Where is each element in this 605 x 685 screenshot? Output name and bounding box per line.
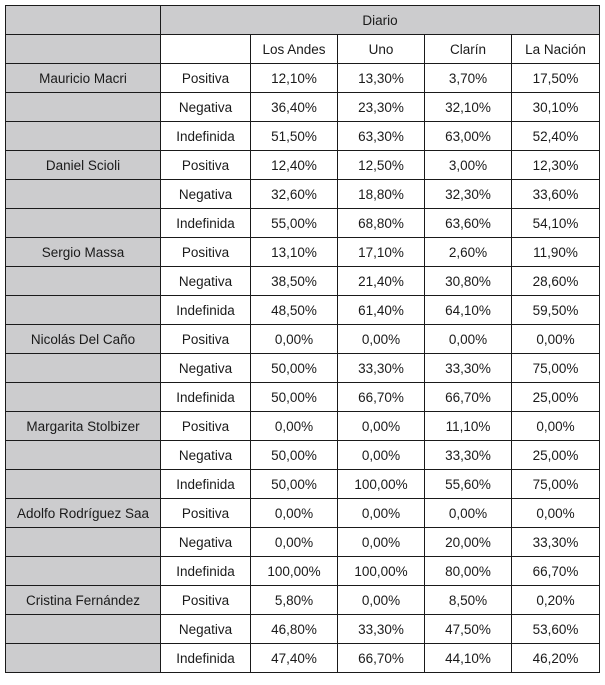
value-cell: 66,70%: [512, 557, 600, 586]
candidate-name: Margarita Stolbizer: [6, 412, 161, 441]
value-cell: 66,70%: [425, 383, 512, 412]
sentiment-label: Indefinida: [161, 470, 251, 499]
value-cell: 48,50%: [251, 296, 338, 325]
value-cell: 0,00%: [251, 499, 338, 528]
group-header-row: [6, 6, 600, 35]
value-cell: 75,00%: [512, 354, 600, 383]
value-cell: 0,00%: [338, 441, 425, 470]
value-cell: 64,10%: [425, 296, 512, 325]
corner-cell-2: [6, 35, 161, 64]
value-cell: 54,10%: [512, 209, 600, 238]
value-cell: 30,80%: [425, 267, 512, 296]
value-cell: 46,80%: [251, 615, 338, 644]
value-cell: 12,40%: [251, 151, 338, 180]
value-cell: 50,00%: [251, 441, 338, 470]
column-header-clarin: Clarín: [425, 35, 512, 64]
value-cell: 50,00%: [251, 470, 338, 499]
table-row: [6, 267, 600, 296]
value-cell: 51,50%: [251, 122, 338, 151]
candidate-name: Sergio Massa: [6, 238, 161, 267]
value-cell: 33,30%: [338, 615, 425, 644]
value-cell: 63,30%: [338, 122, 425, 151]
value-cell: 17,10%: [338, 238, 425, 267]
candidate-name: Cristina Fernández: [6, 586, 161, 615]
candidate-name: Adolfo Rodríguez Saa: [6, 499, 161, 528]
column-header-row: [6, 35, 600, 64]
value-cell: 0,00%: [251, 412, 338, 441]
sentiment-label: Positiva: [161, 586, 251, 615]
table-row: [6, 383, 600, 412]
sentiment-label: Positiva: [161, 151, 251, 180]
value-cell: 0,00%: [512, 412, 600, 441]
sentiment-label: Indefinida: [161, 383, 251, 412]
value-cell: 32,60%: [251, 180, 338, 209]
value-cell: 11,10%: [425, 412, 512, 441]
candidate-name-spacer: [6, 557, 161, 586]
value-cell: 63,00%: [425, 122, 512, 151]
sentiment-label: Negativa: [161, 354, 251, 383]
candidate-name-spacer: [6, 354, 161, 383]
value-cell: 66,70%: [338, 644, 425, 673]
value-cell: 12,10%: [251, 64, 338, 93]
table-row: [6, 209, 600, 238]
candidate-name-spacer: [6, 180, 161, 209]
value-cell: 59,50%: [512, 296, 600, 325]
table-row: [6, 180, 600, 209]
table-row: [6, 441, 600, 470]
value-cell: 50,00%: [251, 383, 338, 412]
value-cell: 2,60%: [425, 238, 512, 267]
candidate-name-spacer: [6, 383, 161, 412]
table-row: [6, 586, 600, 615]
value-cell: 46,20%: [512, 644, 600, 673]
value-cell: 55,00%: [251, 209, 338, 238]
value-cell: 32,30%: [425, 180, 512, 209]
value-cell: 50,00%: [251, 354, 338, 383]
sentiment-label: Positiva: [161, 325, 251, 354]
value-cell: 47,50%: [425, 615, 512, 644]
sentiment-label: Positiva: [161, 64, 251, 93]
value-cell: 100,00%: [338, 557, 425, 586]
table-row: [6, 499, 600, 528]
value-cell: 61,40%: [338, 296, 425, 325]
table-container: [5, 5, 600, 673]
value-cell: 0,00%: [338, 499, 425, 528]
value-cell: 23,30%: [338, 93, 425, 122]
value-cell: 47,40%: [251, 644, 338, 673]
sentiment-label: Negativa: [161, 441, 251, 470]
value-cell: 0,20%: [512, 586, 600, 615]
candidate-name: Nicolás Del Caño: [6, 325, 161, 354]
sentiment-column-header: [161, 35, 251, 64]
sentiment-table: [5, 5, 600, 673]
sentiment-label: Negativa: [161, 93, 251, 122]
value-cell: 13,10%: [251, 238, 338, 267]
table-row: [6, 93, 600, 122]
value-cell: 0,00%: [338, 528, 425, 557]
table-row: [6, 528, 600, 557]
value-cell: 0,00%: [251, 528, 338, 557]
value-cell: 33,30%: [425, 354, 512, 383]
candidate-name: Mauricio Macri: [6, 64, 161, 93]
candidate-name-spacer: [6, 644, 161, 673]
column-header-los-andes: Los Andes: [251, 35, 338, 64]
value-cell: 28,60%: [512, 267, 600, 296]
value-cell: 55,60%: [425, 470, 512, 499]
value-cell: 80,00%: [425, 557, 512, 586]
value-cell: 17,50%: [512, 64, 600, 93]
value-cell: 68,80%: [338, 209, 425, 238]
candidate-name-spacer: [6, 122, 161, 151]
value-cell: 0,00%: [512, 499, 600, 528]
value-cell: 0,00%: [338, 325, 425, 354]
table-row: [6, 615, 600, 644]
diario-header: Diario: [161, 6, 600, 35]
value-cell: 100,00%: [338, 470, 425, 499]
table-row: [6, 644, 600, 673]
value-cell: 20,00%: [425, 528, 512, 557]
value-cell: 12,50%: [338, 151, 425, 180]
value-cell: 63,60%: [425, 209, 512, 238]
sentiment-label: Indefinida: [161, 296, 251, 325]
candidate-name-spacer: [6, 470, 161, 499]
column-header-uno: Uno: [338, 35, 425, 64]
value-cell: 25,00%: [512, 383, 600, 412]
candidate-name: Daniel Scioli: [6, 151, 161, 180]
sentiment-label: Negativa: [161, 528, 251, 557]
value-cell: 21,40%: [338, 267, 425, 296]
table-row: [6, 470, 600, 499]
sentiment-label: Positiva: [161, 412, 251, 441]
value-cell: 100,00%: [251, 557, 338, 586]
value-cell: 0,00%: [425, 325, 512, 354]
column-header-la-nacion: La Nación: [512, 35, 600, 64]
value-cell: 53,60%: [512, 615, 600, 644]
value-cell: 33,30%: [512, 528, 600, 557]
candidate-name-spacer: [6, 296, 161, 325]
sentiment-label: Indefinida: [161, 644, 251, 673]
value-cell: 33,30%: [338, 354, 425, 383]
value-cell: 44,10%: [425, 644, 512, 673]
corner-cell: [6, 6, 161, 35]
value-cell: 33,30%: [425, 441, 512, 470]
value-cell: 75,00%: [512, 470, 600, 499]
table-row: [6, 122, 600, 151]
value-cell: 0,00%: [512, 325, 600, 354]
value-cell: 11,90%: [512, 238, 600, 267]
table-row: [6, 64, 600, 93]
value-cell: 66,70%: [338, 383, 425, 412]
value-cell: 52,40%: [512, 122, 600, 151]
value-cell: 32,10%: [425, 93, 512, 122]
sentiment-label: Positiva: [161, 238, 251, 267]
candidate-name-spacer: [6, 93, 161, 122]
table-row: [6, 151, 600, 180]
sentiment-label: Negativa: [161, 615, 251, 644]
value-cell: 8,50%: [425, 586, 512, 615]
table-row: [6, 412, 600, 441]
table-row: [6, 354, 600, 383]
sentiment-label: Indefinida: [161, 122, 251, 151]
sentiment-label: Indefinida: [161, 557, 251, 586]
sentiment-label: Positiva: [161, 499, 251, 528]
value-cell: 5,80%: [251, 586, 338, 615]
sentiment-label: Negativa: [161, 180, 251, 209]
candidate-name-spacer: [6, 209, 161, 238]
sentiment-label: Negativa: [161, 267, 251, 296]
value-cell: 0,00%: [251, 325, 338, 354]
value-cell: 38,50%: [251, 267, 338, 296]
table-row: [6, 557, 600, 586]
table-row: [6, 296, 600, 325]
value-cell: 18,80%: [338, 180, 425, 209]
value-cell: 25,00%: [512, 441, 600, 470]
table-row: [6, 325, 600, 354]
value-cell: 30,10%: [512, 93, 600, 122]
value-cell: 33,60%: [512, 180, 600, 209]
candidate-name-spacer: [6, 441, 161, 470]
value-cell: 0,00%: [338, 586, 425, 615]
candidate-name-spacer: [6, 267, 161, 296]
table-row: [6, 238, 600, 267]
value-cell: 12,30%: [512, 151, 600, 180]
value-cell: 3,00%: [425, 151, 512, 180]
value-cell: 0,00%: [338, 412, 425, 441]
candidate-name-spacer: [6, 615, 161, 644]
sentiment-label: Indefinida: [161, 209, 251, 238]
value-cell: 36,40%: [251, 93, 338, 122]
value-cell: 3,70%: [425, 64, 512, 93]
value-cell: 13,30%: [338, 64, 425, 93]
value-cell: 0,00%: [425, 499, 512, 528]
candidate-name-spacer: [6, 528, 161, 557]
